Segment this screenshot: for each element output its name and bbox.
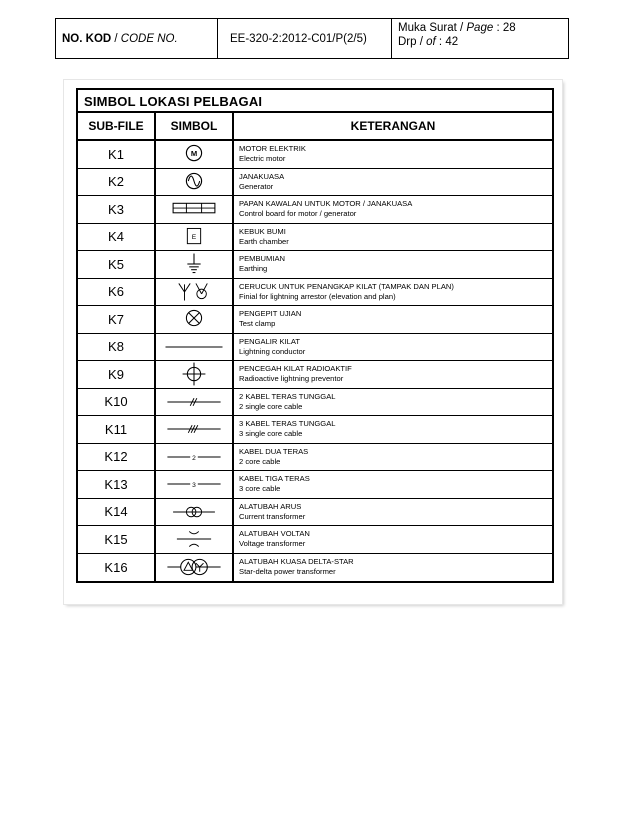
description-english: Voltage transformer: [239, 539, 306, 548]
description-english: Radioactive lightning preventor: [239, 374, 344, 383]
description-english: Star-delta power transformer: [239, 566, 336, 576]
column-header-symbol: SIMBOL: [156, 113, 234, 139]
of-label-english: of: [426, 36, 436, 48]
description-english: 2 core cable: [239, 456, 281, 466]
table-row: [78, 471, 552, 499]
table-row: [78, 306, 552, 334]
test-clamp-icon: [156, 306, 232, 332]
description-english: Test clamp: [239, 319, 276, 328]
description-english: Earth chamber: [239, 236, 289, 246]
description-english: Current transformer: [239, 511, 306, 521]
symbol-cell: [156, 169, 234, 196]
description-english: Lightning conductor: [239, 346, 306, 356]
page-total: 42: [445, 36, 459, 48]
description-malay: ALATUBAH ARUS: [239, 501, 302, 511]
symbol-cell: [156, 526, 234, 553]
page-separator: :: [493, 22, 503, 34]
symbol-cell: [156, 196, 234, 223]
table-title: SIMBOL LOKASI PELBAGAI: [78, 90, 552, 113]
lightning-finial-icon: [156, 279, 232, 305]
description-cell: [234, 361, 552, 388]
description-english: Electric motor: [239, 154, 286, 163]
subfile-code: K4: [78, 224, 156, 251]
code-label-english: CODE NO.: [120, 33, 178, 45]
page-number: 28: [502, 22, 516, 34]
subfile-code: K14: [78, 499, 156, 526]
radioactive-preventor-icon: [156, 361, 232, 387]
symbol-cell: [156, 361, 234, 388]
description-cell: [234, 526, 552, 553]
subfile-code: K9: [78, 361, 156, 388]
table-row: [78, 526, 552, 554]
table-row: [78, 251, 552, 279]
table-row: [78, 224, 552, 252]
description-malay: ALATUBAH KUASA DELTA-STAR: [239, 556, 354, 566]
generator-icon: [156, 169, 232, 195]
table-header-row: [78, 113, 552, 141]
subfile-code: K11: [78, 416, 156, 443]
description-cell: [234, 416, 552, 443]
three-single-core-cable-icon: [156, 416, 232, 442]
page-label-english: Page: [466, 22, 494, 34]
symbol-cell: [156, 334, 234, 361]
two-single-core-cable-icon: [156, 389, 232, 415]
description-malay: MOTOR ELEKTRIK: [239, 144, 306, 153]
table-row: [78, 444, 552, 472]
symbol-cell: [156, 279, 234, 306]
description-malay: KABEL DUA TERAS: [239, 446, 309, 456]
description-malay: ALATUBAH VOLTAN: [239, 529, 310, 538]
symbol-cell: [156, 444, 234, 471]
subfile-code: K7: [78, 306, 156, 333]
symbol-letter: M: [190, 149, 198, 159]
subfile-code: K1: [78, 141, 156, 168]
code-label: [56, 19, 218, 58]
description-cell: [234, 169, 552, 196]
description-english: 3 single core cable: [239, 429, 303, 438]
symbol-cell: [156, 389, 234, 416]
earth-chamber-icon: [156, 224, 232, 250]
symbol-cell: [156, 471, 234, 498]
description-malay: PENGEPIT UJIAN: [239, 309, 302, 318]
symbol-cell: [156, 416, 234, 443]
description-english: Finial for lightning arrestor (elevation and plan): [239, 291, 396, 301]
column-header-description: KETERANGAN: [350, 119, 436, 133]
symbol-cell: [156, 251, 234, 278]
description-cell: [234, 279, 552, 306]
description-cell: [234, 554, 552, 582]
symbol-table-image: [64, 80, 562, 604]
motor-icon: [156, 141, 232, 167]
table-row: [78, 334, 552, 362]
code-label-separator: /: [111, 33, 121, 45]
subfile-code: K16: [78, 554, 156, 582]
table-row: [78, 499, 552, 527]
description-cell: [234, 251, 552, 278]
two-core-cable-icon: [156, 444, 232, 470]
description-cell: [234, 499, 552, 526]
table-row: [78, 196, 552, 224]
description-cell: [234, 141, 552, 168]
lightning-conductor-icon: [156, 334, 232, 360]
description-malay: 2 KABEL TERAS TUNGGAL: [239, 391, 336, 401]
document-header: [55, 18, 569, 59]
description-cell: [234, 389, 552, 416]
description-cell: [234, 196, 552, 223]
table-row: [78, 389, 552, 417]
subfile-code: K13: [78, 471, 156, 498]
symbol-table: [76, 88, 554, 583]
description-cell: [234, 306, 552, 333]
description-malay: CERUCUK UNTUK PENANGKAP KILAT (TAMPAK DAN PLAN): [239, 281, 454, 291]
description-cell: [234, 444, 552, 471]
control-board-icon: [156, 196, 232, 222]
symbol-cell: [156, 554, 234, 582]
table-row: [78, 416, 552, 444]
three-core-cable-icon: [156, 471, 232, 497]
column-header-subfile: SUB-FILE: [78, 113, 156, 139]
symbol-cell: [156, 306, 234, 333]
description-english: Generator: [239, 181, 274, 191]
description-malay: PEMBUMIAN: [239, 254, 285, 263]
symbol-cell: [156, 224, 234, 251]
page-label: Muka Surat /: [398, 22, 467, 34]
star-delta-transformer-icon: [156, 554, 232, 580]
of-label: Drp /: [398, 36, 427, 48]
description-malay: PENCEGAH KILAT RADIOAKTIF: [239, 364, 352, 373]
description-malay: PAPAN KAWALAN UNTUK MOTOR / JANAKUASA: [239, 199, 413, 208]
subfile-code: K15: [78, 526, 156, 553]
description-cell: [234, 471, 552, 498]
subfile-code: K2: [78, 169, 156, 196]
symbol-cell: [156, 141, 234, 168]
subfile-code: K6: [78, 279, 156, 306]
voltage-transformer-icon: [156, 526, 232, 552]
current-transformer-icon: [156, 499, 232, 525]
subfile-code: K5: [78, 251, 156, 278]
table-body: [78, 141, 552, 581]
page-number-line: [398, 21, 568, 35]
description-malay: JANAKUASA: [239, 171, 285, 181]
table-row: [78, 279, 552, 307]
description-english: 3 core cable: [239, 484, 281, 493]
description-cell: [234, 334, 552, 361]
description-english: Control board for motor / generator: [239, 209, 357, 218]
table-row: [78, 361, 552, 389]
subfile-code: K8: [78, 334, 156, 361]
subfile-code: K3: [78, 196, 156, 223]
of-separator: :: [435, 36, 446, 48]
symbol-letter: E: [191, 233, 197, 241]
table-row: [78, 554, 552, 582]
page-info: [392, 19, 568, 58]
description-cell: [234, 224, 552, 251]
symbol-number: 2: [192, 454, 196, 462]
description-malay: KABEL TIGA TERAS: [239, 474, 310, 483]
table-row: [78, 141, 552, 169]
earthing-icon: [156, 251, 232, 277]
subfile-code: K10: [78, 389, 156, 416]
description-malay: 3 KABEL TERAS TUNGGAL: [239, 419, 336, 428]
description-malay: KEBUK BUMI: [239, 226, 286, 236]
subfile-code: K12: [78, 444, 156, 471]
page-total-line: [398, 35, 568, 49]
symbol-cell: [156, 499, 234, 526]
description-malay: PENGALIR KILAT: [239, 336, 301, 346]
description-english: Earthing: [239, 264, 268, 273]
code-label-bold: NO. KOD: [62, 33, 112, 45]
description-english: 2 single core cable: [239, 401, 303, 411]
code-value: EE-320-2:2012-C01/P(2/5): [218, 19, 392, 58]
symbol-number: 3: [192, 482, 196, 490]
table-row: [78, 169, 552, 197]
